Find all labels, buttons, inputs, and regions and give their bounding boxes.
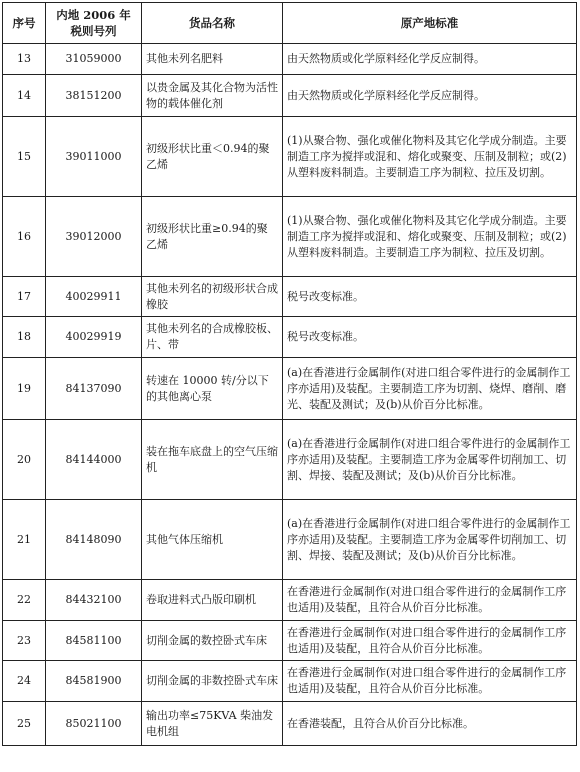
goods-name-cell: 初级形状比重≥0.94的聚乙烯 <box>142 197 283 277</box>
tariff-code-cell: 84137090 <box>46 358 142 420</box>
table-row <box>3 420 577 500</box>
origin-standard-cell: 由天然物质或化学原料经化学反应制得。 <box>283 44 577 75</box>
origin-standard-cell: 税号改变标准。 <box>283 277 577 317</box>
serial-number-cell: 13 <box>3 44 46 75</box>
origin-standard-cell: 在香港进行金属制作(对进口组合零件进行的金属制作工序也适用)及装配，且符合从价百分比标准。 <box>283 621 577 661</box>
serial-number-cell: 21 <box>3 500 46 580</box>
tariff-code-cell: 85021100 <box>46 702 142 746</box>
header-tariff-code <box>46 3 142 44</box>
table-row <box>3 44 577 75</box>
table-row <box>3 358 577 420</box>
serial-number-cell: 16 <box>3 197 46 277</box>
origin-standard-cell: 在香港进行金属制作(对进口组合零件进行的金属制作工序也适用)及装配，且符合从价百分比标准。 <box>283 661 577 702</box>
origin-standard-cell: (1)从聚合物、强化或催化物料及其它化学成分制造。主要制造工序为搅拌或混和、熔化或聚变、压制及制粒；或(2)从塑料废料制造。主要制造工序为制粒、拉压及切割。 <box>283 197 577 277</box>
origin-standards-table <box>2 2 577 746</box>
table-row <box>3 75 577 117</box>
origin-standard-cell: (a)在香港进行金属制作(对进口组合零件进行的金属制作工序亦适用)及装配。主要制造工序为金属零件切削加工、切割、焊接、装配及测试；及(b)从价百分比标准。 <box>283 500 577 580</box>
table-row <box>3 197 577 277</box>
table-row <box>3 117 577 197</box>
tariff-code-cell: 84581100 <box>46 621 142 661</box>
table-row <box>3 317 577 358</box>
header-tariff-code-line2: 税则号列 <box>70 24 117 38</box>
serial-number-cell: 23 <box>3 621 46 661</box>
serial-number-cell: 24 <box>3 661 46 702</box>
goods-name-cell: 输出功率≤75KVA 柴油发电机组 <box>142 702 283 746</box>
tariff-code-cell: 39011000 <box>46 117 142 197</box>
tariff-code-cell: 40029911 <box>46 277 142 317</box>
tariff-code-cell: 84581900 <box>46 661 142 702</box>
table-row <box>3 702 577 746</box>
table-row <box>3 277 577 317</box>
goods-name-cell: 其他未列名的初级形状合成橡胶 <box>142 277 283 317</box>
tariff-code-cell: 84144000 <box>46 420 142 500</box>
origin-standard-cell: 税号改变标准。 <box>283 317 577 358</box>
tariff-code-cell: 84432100 <box>46 580 142 621</box>
origin-standard-cell: (1)从聚合物、强化或催化物料及其它化学成分制造。主要制造工序为搅拌或混和、熔化或聚变、压制及制粒；或(2)从塑料废料制造。主要制造工序为制粒、拉压及切割。 <box>283 117 577 197</box>
header-origin-standard: 原产地标准 <box>283 3 577 44</box>
table-row <box>3 661 577 702</box>
tariff-code-cell: 31059000 <box>46 44 142 75</box>
tariff-code-cell: 84148090 <box>46 500 142 580</box>
origin-standard-cell: (a)在香港进行金属制作(对进口组合零件进行的金属制作工序亦适用)及装配。主要制造工序为金属零件切削加工、切割、焊接、装配及测试；及(b)从价百分比标准。 <box>283 420 577 500</box>
table-row <box>3 580 577 621</box>
goods-name-cell: 其他未列名的合成橡胶板、片、带 <box>142 317 283 358</box>
table-row <box>3 500 577 580</box>
serial-number-cell: 19 <box>3 358 46 420</box>
header-tariff-code-line1: 内地 2006 年 <box>56 8 131 22</box>
table-row <box>3 621 577 661</box>
origin-standard-cell: (a)在香港进行金属制作(对进口组合零件进行的金属制作工序亦适用)及装配。主要制造工序为切割、烧焊、磨削、磨光、装配及测试；及(b)从价百分比标准。 <box>283 358 577 420</box>
goods-name-cell: 卷取进料式凸版印刷机 <box>142 580 283 621</box>
goods-name-cell: 其他气体压缩机 <box>142 500 283 580</box>
origin-standard-cell: 在香港进行金属制作(对进口组合零件进行的金属制作工序也适用)及装配，且符合从价百分比标准。 <box>283 580 577 621</box>
table-header-row <box>3 3 577 44</box>
origin-standard-cell: 由天然物质或化学原料经化学反应制得。 <box>283 75 577 117</box>
goods-name-cell: 其他未列名肥料 <box>142 44 283 75</box>
tariff-code-cell: 40029919 <box>46 317 142 358</box>
goods-name-cell: 以贵金属及其化合物为活性物的载体催化剂 <box>142 75 283 117</box>
header-serial-number: 序号 <box>3 3 46 44</box>
serial-number-cell: 14 <box>3 75 46 117</box>
serial-number-cell: 22 <box>3 580 46 621</box>
serial-number-cell: 17 <box>3 277 46 317</box>
goods-name-cell: 初级形状比重＜0.94的聚乙烯 <box>142 117 283 197</box>
serial-number-cell: 18 <box>3 317 46 358</box>
tariff-code-cell: 39012000 <box>46 197 142 277</box>
tariff-code-cell: 38151200 <box>46 75 142 117</box>
origin-standard-cell: 在香港装配，且符合从价百分比标准。 <box>283 702 577 746</box>
serial-number-cell: 20 <box>3 420 46 500</box>
goods-name-cell: 切削金属的非数控卧式车床 <box>142 661 283 702</box>
header-goods-name: 货品名称 <box>142 3 283 44</box>
document-page <box>2 2 578 746</box>
goods-name-cell: 转速在 10000 转/分以下的其他离心泵 <box>142 358 283 420</box>
serial-number-cell: 15 <box>3 117 46 197</box>
goods-name-cell: 装在拖车底盘上的空气压缩机 <box>142 420 283 500</box>
serial-number-cell: 25 <box>3 702 46 746</box>
goods-name-cell: 切削金属的数控卧式车床 <box>142 621 283 661</box>
